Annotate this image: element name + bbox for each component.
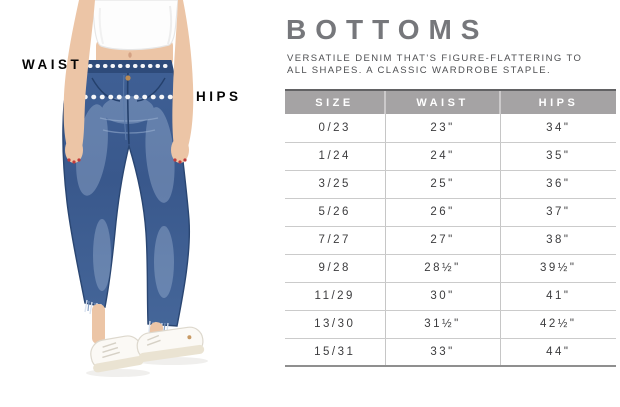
column-header-hips: HIPS (500, 90, 616, 114)
size-cell: 5/26 (285, 198, 385, 226)
subtitle-line-1: VERSATILE DENIM THAT'S FIGURE-FLATTERING TO (287, 53, 583, 64)
column-header-waist: WAIST (385, 90, 500, 114)
waist-cell: 30" (385, 282, 500, 310)
model-photo (0, 0, 280, 407)
waist-cell: 28½" (385, 254, 500, 282)
hips-cell: 44" (500, 338, 616, 366)
size-cell: 13/30 (285, 310, 385, 338)
page-title: BOTTOMS (286, 14, 489, 45)
column-header-size: SIZE (285, 90, 385, 114)
waist-cell: 26" (385, 198, 500, 226)
table-row (285, 254, 616, 282)
size-cell: 11/29 (285, 282, 385, 310)
subtitle-line-2: ALL SHAPES. A CLASSIC WARDROBE STAPLE. (287, 64, 552, 76)
waist-cell: 31½" (385, 310, 500, 338)
table-row (285, 338, 616, 366)
hips-label: HIPS (196, 89, 242, 104)
hips-cell: 36" (500, 170, 616, 198)
size-cell: 1/24 (285, 142, 385, 170)
hips-cell: 42½" (500, 310, 616, 338)
table-row (285, 170, 616, 198)
size-cell: 7/27 (285, 226, 385, 254)
size-cell: 15/31 (285, 338, 385, 366)
table-row (285, 226, 616, 254)
size-cell: 3/25 (285, 170, 385, 198)
waist-cell: 24" (385, 142, 500, 170)
table-header-row (285, 90, 616, 114)
hips-cell: 34" (500, 114, 616, 142)
right-sneaker (136, 326, 205, 363)
crop-top (92, 0, 178, 50)
table-row (285, 282, 616, 310)
hips-cell: 41" (500, 282, 616, 310)
waist-cell: 27" (385, 226, 500, 254)
table-row (285, 310, 616, 338)
waist-cell: 33" (385, 338, 500, 366)
table-row (285, 114, 616, 142)
hips-cell: 39½" (500, 254, 616, 282)
hips-cell: 35" (500, 142, 616, 170)
size-cell: 9/28 (285, 254, 385, 282)
hips-cell: 38" (500, 226, 616, 254)
content-panel (285, 0, 616, 367)
waist-cell: 25" (385, 170, 500, 198)
waist-label: WAIST (22, 57, 83, 72)
hips-cell: 37" (500, 198, 616, 226)
size-cell: 0/23 (285, 114, 385, 142)
table-row (285, 198, 616, 226)
waist-cell: 23" (385, 114, 500, 142)
table-row (285, 142, 616, 170)
size-chart-table (285, 89, 616, 367)
subtitle (287, 53, 616, 76)
